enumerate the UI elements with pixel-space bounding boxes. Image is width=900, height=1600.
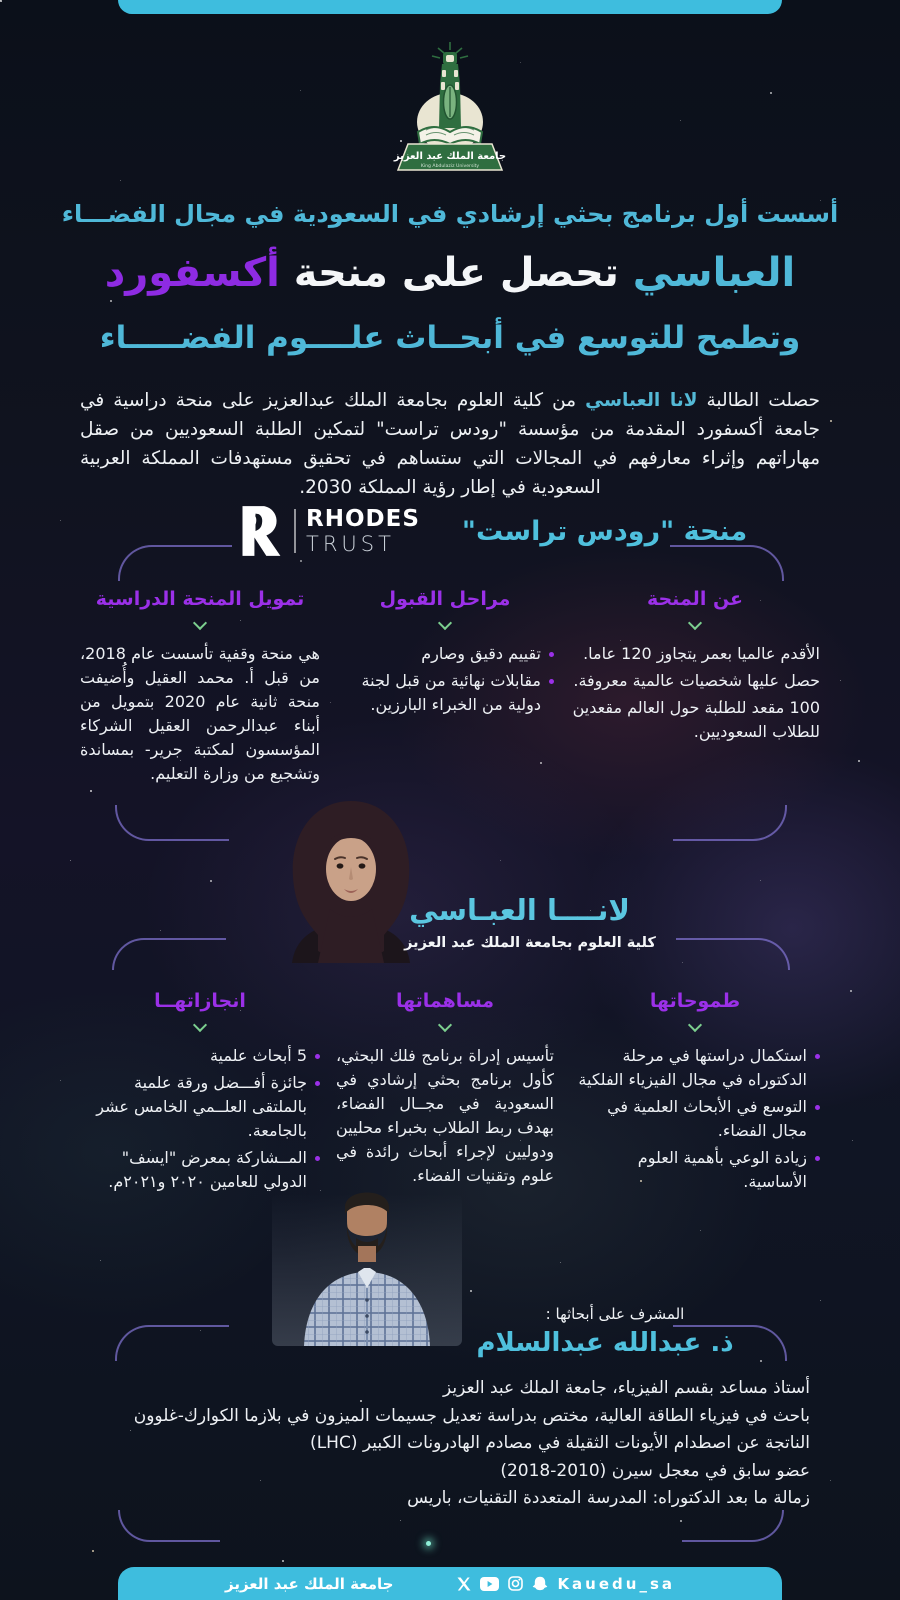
snapchat-icon[interactable]	[532, 1576, 548, 1591]
list-item	[336, 1044, 554, 1188]
lana-frame-top-right	[676, 938, 790, 970]
list-item	[90, 1458, 810, 1486]
student-columns	[80, 990, 820, 1197]
column-items	[336, 1044, 554, 1188]
headline-oxford: أكسفورد	[104, 250, 280, 296]
star-field-bright	[0, 0, 2, 2]
column-items	[80, 642, 320, 786]
rhodes-section-title: منحة "رودس تراست"	[461, 515, 748, 547]
rhodes-wordmark: RHODES	[306, 505, 420, 532]
chevron-down-icon	[688, 1018, 702, 1032]
instagram-icon[interactable]	[508, 1576, 523, 1591]
list-item-text: تقييم دقيق وصارم	[421, 644, 541, 663]
intro-student-name: لانا العباسي	[585, 390, 698, 411]
logo-banner-arabic: جامعة الملك عبد العزيز	[393, 151, 507, 162]
rhodes-logo-text	[306, 505, 420, 556]
supervisor-frame-top-left	[115, 1325, 229, 1361]
column-ambitions	[570, 990, 820, 1197]
youtube-icon[interactable]	[480, 1577, 499, 1591]
column-header: عن المنحة	[646, 588, 744, 610]
supervisor-bio	[90, 1375, 810, 1513]
list-item-text: استكمال دراستها في مرحلة الدكتوراه في مجال الفيزياء الفلكية	[578, 1046, 807, 1089]
intro-before: حصلت الطالبة	[697, 390, 820, 411]
list-item	[80, 642, 320, 786]
student-college: كلية العلوم بجامعة الملك عبد العزيز	[404, 935, 656, 951]
list-item	[570, 1095, 820, 1143]
list-item	[90, 1375, 810, 1403]
rhodes-columns	[80, 588, 820, 789]
page-frame-bottom-right	[682, 1510, 784, 1542]
x-twitter-icon[interactable]	[457, 1577, 471, 1591]
headline-surname: العباسي	[632, 250, 796, 296]
list-item-text: 100 مقعد للطلبة حول العالم مقعدين للطلاب السعوديين.	[572, 698, 820, 741]
chevron-down-icon	[688, 616, 702, 630]
list-item-text: المــشاركة بمعرض "ايسف" الدولي للعامين ٢٠٢٠ و٢٠٢١م.	[108, 1148, 307, 1191]
column-items	[570, 1044, 820, 1194]
list-item	[80, 1044, 320, 1068]
headline-mid: تحصل على منحة	[279, 250, 633, 296]
column-header: طموحاتها	[649, 990, 741, 1012]
headline-block	[60, 200, 840, 356]
list-item-text: الناتجة عن اصطدام الأيونات الثقيلة في مصادم الهادرونات الكبير (LHC)	[310, 1433, 810, 1453]
rhodes-trust-logo	[240, 505, 420, 557]
list-item-text: أستاذ مساعد بقسم الفيزياء، جامعة الملك عبد العزيز	[443, 1378, 810, 1398]
list-item	[90, 1430, 810, 1458]
column-grant-funding	[80, 588, 320, 789]
list-item	[570, 669, 820, 693]
column-header: تمويل المنحة الدراسية	[95, 588, 305, 610]
column-contributions	[336, 990, 554, 1197]
column-header: انجازاتهــا	[154, 990, 246, 1012]
student-name: لانــــا العبـاسي	[409, 893, 630, 927]
list-item-text: زيادة الوعي بأهمية العلوم الأساسية.	[637, 1148, 807, 1191]
column-header: مراحل القبول	[379, 588, 511, 610]
column-items	[80, 1044, 320, 1194]
list-item	[90, 1485, 810, 1513]
bullet-dot	[815, 1054, 820, 1059]
list-item-text: جائزة أفـــضل ورقة علمية بالملتقى العلــمي الخامس عشر بالجامعة.	[96, 1073, 307, 1140]
rhodes-r-mark-icon	[240, 505, 284, 557]
rhodes-section-header	[240, 505, 747, 557]
page-frame-bottom-left	[118, 1510, 220, 1542]
list-item-text: مقابلات نهائية من قبل لجنة دولية من الخبراء البارزين.	[361, 671, 541, 714]
column-items	[336, 642, 554, 717]
list-item	[570, 642, 820, 666]
lana-frame-top-left	[112, 938, 226, 970]
chevron-down-icon	[193, 1018, 207, 1032]
rhodes-frame-bottom-left	[115, 805, 229, 841]
list-item-text: التوسع في الأبحاث العلمية في مجال الفضاء.	[607, 1097, 807, 1140]
list-item-text: الأقدم عالميا بعمر يتجاوز 120 عاما.	[583, 644, 820, 663]
column-about-grant	[570, 588, 820, 789]
list-item	[570, 1044, 820, 1092]
intro-paragraph	[80, 386, 820, 502]
kau-university-logo	[382, 40, 518, 180]
column-header: مساهماتها	[395, 990, 495, 1012]
headline-main	[60, 250, 840, 296]
footer-social-row	[457, 1575, 675, 1593]
chevron-down-icon	[438, 616, 452, 630]
trust-wordmark: TRUST	[306, 531, 395, 556]
list-item	[570, 696, 820, 744]
chevron-down-icon	[193, 616, 207, 630]
supervisor-label: المشرف على أبحاثها :	[545, 1305, 685, 1323]
list-item	[336, 642, 554, 666]
column-items	[570, 642, 820, 744]
intro-after: من كلية العلوم بجامعة الملك عبدالعزيز على منحة دراسية في جامعة أكسفورد المقدمة من مؤسسة "رودس تراست" لتمكين الطلبة السعوديين من صقل مهاراتهم وإثراء معارفهم في المجالات التي ستساهم في تحقيق مستهدفات المملكة العربية السعودية في إطار رؤية المملكة 2030.	[80, 390, 820, 498]
list-item-text: باحث في فيزياء الطاقة العالية، مختص بدراسة تعديل جسيمات الميزون في بلازما الكوارك-غلوون	[133, 1405, 810, 1426]
bullet-dot	[315, 1054, 320, 1059]
column-admission-stages	[336, 588, 554, 789]
comet-star	[426, 1541, 431, 1546]
rhodes-frame-bottom-right	[673, 805, 787, 841]
list-item	[90, 1403, 810, 1431]
list-item-text: حصل عليها شخصيات عالمية معروفة.	[573, 671, 820, 690]
bullet-dot	[549, 679, 554, 684]
rhodes-frame-top-left	[118, 545, 232, 581]
list-item	[80, 1071, 320, 1143]
list-item-text: 5 أبحاث علمية	[209, 1046, 307, 1065]
chevron-down-icon	[438, 1018, 452, 1032]
list-item-text: عضو سابق في معجل سيرن (2010-2018)	[500, 1460, 810, 1481]
supervisor-portrait-photo	[252, 1180, 482, 1346]
headline-sub: وتطمح للتوسع في أبحــاث علــــوم الفضـــــاء	[99, 320, 801, 356]
footer-bar	[118, 1567, 782, 1600]
rhodes-logo-divider	[294, 509, 296, 553]
list-item-text: هي منحة وقفية تأسست عام 2018، من قبل أ. محمد العقيل وأُضيفت منحة ثانية عام 2020 بتمويل من أبناء عبدالرحمن العقيل الشركاء المؤسسون لمكتبة جرير- بمساندة وتشجيع من وزارة التعليم.	[80, 644, 320, 783]
list-item	[336, 669, 554, 717]
top-accent-bar	[118, 0, 782, 14]
column-achievements	[80, 990, 320, 1197]
list-item-text: تأسيس إدراة برنامج فلك البحثي، كأول برنامج بحثي إرشادي في السعودية في مجــال الفضاء، بهدف ربط الطلاب بخبراء محليين ودوليين لإجراء أبحاث رائدة في علوم وتقنيات الفضاء.	[335, 1046, 554, 1185]
logo-banner-english: King Abdulaziz University	[420, 164, 480, 169]
bullet-dot	[815, 1156, 820, 1161]
list-item	[570, 1146, 820, 1194]
bullet-dot	[549, 652, 554, 657]
bullet-dot	[315, 1156, 320, 1161]
footer-university-name: جامعة الملك عبد العزيز	[224, 1574, 394, 1593]
bullet-dot	[315, 1081, 320, 1086]
bullet-dot	[815, 1105, 820, 1110]
supervisor-name: ذ. عبدالله عبدالسلام	[476, 1328, 734, 1358]
list-item-text: زمالة ما بعد الدكتوراه: المدرسة المتعددة التقنيات، باريس	[407, 1488, 810, 1508]
headline-kicker: أسست أول برنامج بحثي إرشادي في السعودية في مجال الفضـــاء	[61, 200, 839, 228]
footer-social-handle[interactable]: Kauedu_sa	[557, 1574, 676, 1593]
